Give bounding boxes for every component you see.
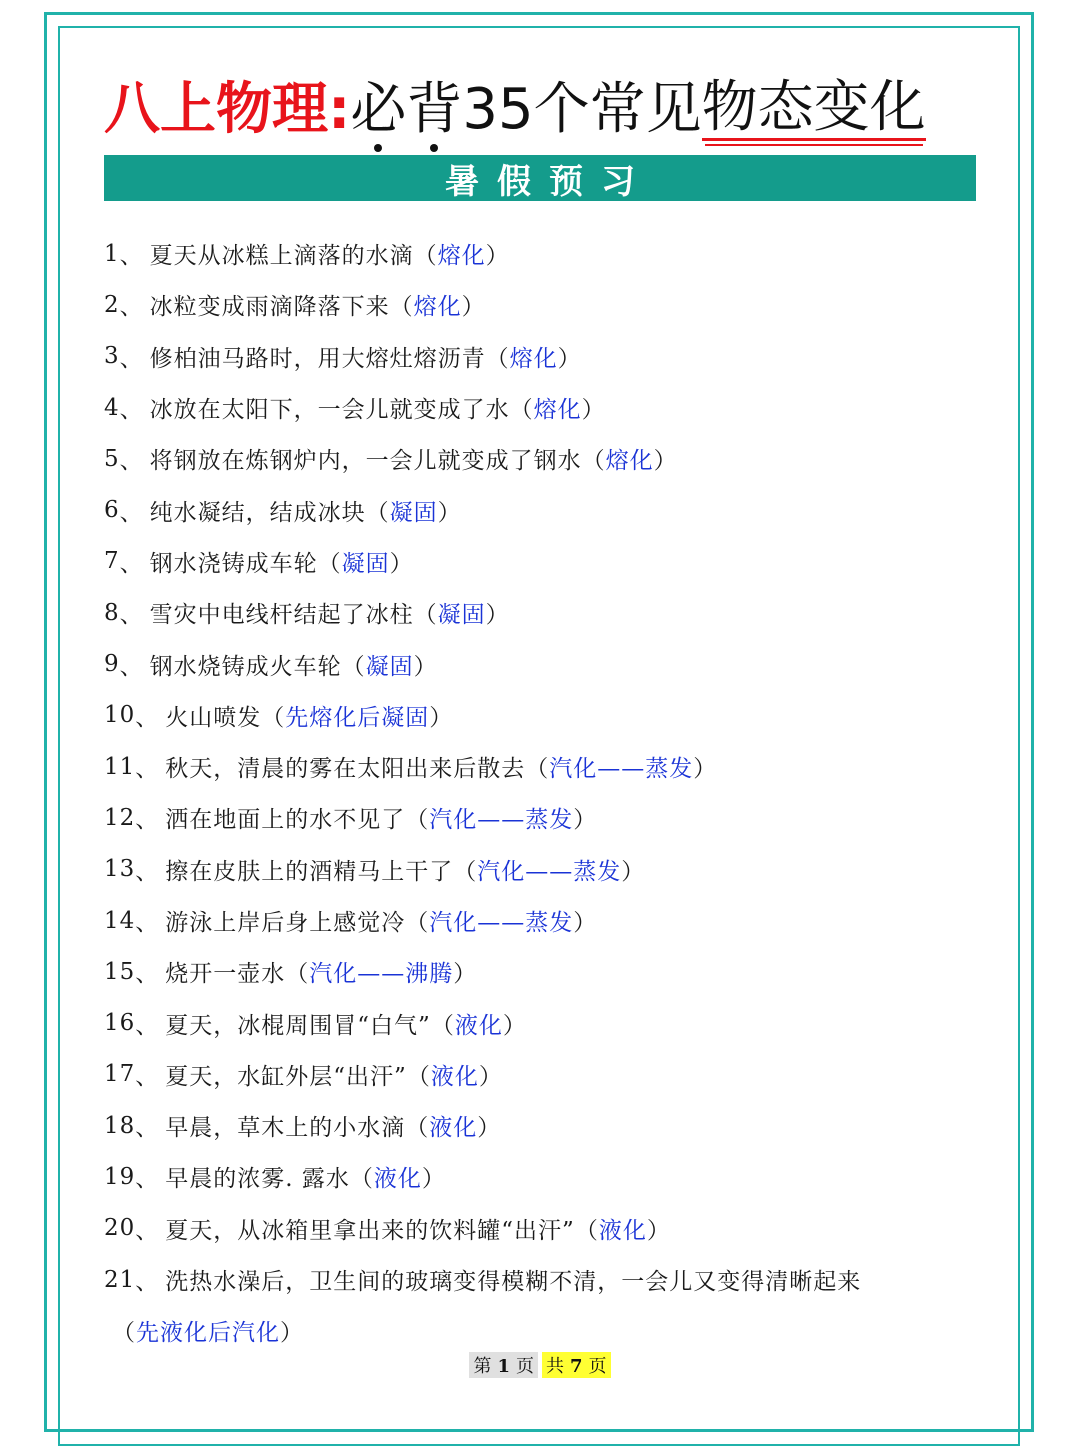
item-phenomenon: 游泳上岸后身上感觉冷: [165, 910, 406, 936]
item-answer: 凝固: [437, 602, 486, 629]
paren-close: ）: [478, 1063, 503, 1090]
item-answer: 熔化: [437, 243, 486, 270]
footer-page-number: [469, 1352, 538, 1378]
page-title: [104, 70, 1004, 150]
paren-open: （: [261, 704, 286, 731]
item-answer: 凝固: [341, 550, 390, 577]
item-number: 7: [104, 548, 120, 575]
paren-close: ）: [573, 807, 598, 834]
footer-total-num: 7: [570, 1356, 583, 1377]
phase-change-list: [104, 228, 984, 1357]
item-phenomenon: 冰放在太阳下，一会儿就变成了水: [149, 397, 510, 424]
footer-total-pages: [542, 1352, 611, 1378]
list-item: [104, 946, 984, 997]
item-separator: 、: [119, 602, 144, 629]
item-phenomenon: 雪灾中电线杆结起了冰柱: [149, 602, 414, 629]
title-subject: 八上物理:: [104, 77, 351, 142]
list-item: [104, 382, 984, 433]
paren-open: （: [405, 1115, 430, 1142]
paren-close: ）: [557, 345, 582, 372]
item-separator: 、: [119, 294, 144, 321]
paren-close: ）: [429, 704, 454, 731]
item-answer: 汽化——蒸发: [549, 756, 694, 783]
paren-close: ）: [502, 1012, 527, 1039]
paren-open: （: [341, 653, 366, 680]
item-answer: 汽化——沸腾: [309, 961, 454, 988]
paren-open: （: [317, 550, 342, 577]
item-number: 13: [104, 856, 136, 883]
footer-page-suffix: 页: [516, 1356, 534, 1377]
title-dotted-char-bi: 必: [350, 77, 407, 142]
item-separator: 、: [135, 1063, 160, 1090]
footer-page-prefix: 第: [473, 1356, 492, 1377]
paren-close: ）: [646, 1217, 671, 1244]
item-answer: 凝固: [365, 653, 414, 680]
paren-close: ）: [437, 499, 462, 526]
paren-close: ）: [573, 910, 598, 936]
item-phenomenon: 将钢放在炼钢炉内，一会儿就变成了钢水: [149, 448, 582, 475]
paren-close: ）: [485, 243, 510, 270]
paren-open: （: [406, 1063, 431, 1090]
item-phenomenon: 夏天，水缸外层“出汗”: [165, 1063, 407, 1090]
item-separator: 、: [135, 756, 160, 783]
item-number: 11: [104, 753, 136, 780]
item-number: 19: [104, 1163, 136, 1190]
paren-open: （: [581, 448, 606, 475]
list-item: [104, 1049, 984, 1100]
paren-close: ）: [621, 858, 646, 885]
paren-open: （: [349, 1166, 374, 1193]
item-phenomenon: 夏天从冰糕上滴落的水滴: [149, 243, 414, 270]
item-phenomenon: 早晨的浓雾. 露水: [165, 1166, 350, 1193]
item-number: 1: [104, 240, 120, 267]
item-separator: 、: [135, 961, 160, 988]
item-separator: 、: [135, 858, 160, 885]
list-item: [104, 741, 984, 792]
item-number: 15: [104, 958, 136, 985]
list-item: [104, 331, 984, 382]
item-number: 3: [104, 343, 120, 370]
paren-close: ）: [485, 602, 510, 629]
item-separator: 、: [119, 448, 144, 475]
list-item: [104, 228, 984, 279]
list-item: [104, 433, 984, 484]
list-item: [104, 1100, 984, 1151]
item-number: 12: [104, 804, 136, 831]
list-item: [104, 895, 984, 946]
item-phenomenon: 钢水浇铸成车轮: [149, 550, 318, 577]
paren-close: ）: [389, 550, 414, 577]
item-phenomenon: 早晨，草木上的小水滴: [165, 1115, 406, 1142]
paren-open: （: [365, 499, 390, 526]
paren-open: （: [509, 397, 534, 424]
paren-open: （: [525, 756, 550, 783]
paren-close: ）: [453, 961, 478, 988]
item-separator: 、: [135, 807, 160, 834]
paren-open: （: [430, 1012, 455, 1039]
paren-close: ）: [653, 448, 678, 475]
item-separator: 、: [119, 499, 144, 526]
item-answer: 先液化后汽化: [136, 1320, 280, 1347]
title-count: 35个常见: [462, 77, 702, 142]
footer-total-suffix: 页: [588, 1356, 607, 1377]
footer-total-prefix: 共: [546, 1356, 564, 1377]
item-separator: 、: [119, 550, 144, 577]
item-separator: 、: [119, 243, 144, 270]
footer-current-page: 1: [497, 1356, 510, 1377]
list-item: [104, 536, 984, 587]
item-phenomenon: 钢水烧铸成火车轮: [149, 653, 342, 680]
item-number: 10: [104, 702, 136, 729]
paren-close: ）: [693, 756, 718, 783]
list-item: [104, 844, 984, 895]
paren-close: ）: [461, 294, 486, 321]
paren-open: （: [413, 243, 438, 270]
list-item: [104, 690, 984, 741]
item-phenomenon: 擦在皮肤上的酒精马上干了: [165, 858, 454, 885]
item-answer: 汽化——蒸发: [429, 807, 574, 834]
paren-open: （: [413, 602, 438, 629]
list-item: [104, 1254, 984, 1305]
item-answer: 液化: [429, 1115, 478, 1142]
item-separator: 、: [135, 1217, 160, 1244]
list-item: [104, 638, 984, 689]
item-separator: 、: [135, 1115, 160, 1142]
list-item: [104, 484, 984, 535]
item-answer: 液化: [454, 1012, 503, 1039]
item-answer: 液化: [430, 1063, 479, 1090]
paren-close: ）: [421, 1166, 446, 1193]
item-phenomenon: 洒在地面上的水不见了: [165, 807, 406, 834]
item-phenomenon: 修柏油马路时，用大熔灶熔沥青: [149, 345, 486, 372]
item-separator: 、: [119, 397, 144, 424]
paren-open: （: [574, 1217, 599, 1244]
item-phenomenon: 冰粒变成雨滴降落下来: [149, 294, 390, 321]
paren-close: ）: [413, 653, 438, 680]
banner-text: 暑假预习: [445, 161, 653, 202]
item-answer: 汽化——蒸发: [429, 910, 574, 936]
item-number: 21: [104, 1266, 136, 1293]
list-item: [104, 279, 984, 330]
item-phenomenon: 纯水凝结，结成冰块: [149, 499, 366, 526]
item-answer: 熔化: [413, 294, 462, 321]
item-number: 14: [104, 907, 136, 934]
item-number: 17: [104, 1061, 136, 1088]
item-number: 18: [104, 1112, 136, 1139]
section-banner: [104, 155, 976, 201]
item-number: 5: [104, 445, 120, 472]
item-separator: 、: [119, 653, 144, 680]
item-separator: 、: [119, 345, 144, 372]
paren-close: ）: [581, 397, 606, 424]
list-item: [104, 587, 984, 638]
item-phenomenon: 火山喷发: [165, 704, 262, 731]
paren-open: （: [405, 807, 430, 834]
list-item: [104, 792, 984, 843]
item-answer: 汽化——蒸发: [477, 858, 622, 885]
item-phenomenon: 夏天，冰棍周围冒“白气”: [165, 1012, 431, 1039]
item-answer: 液化: [373, 1166, 422, 1193]
item-number: 2: [104, 291, 120, 318]
paren-open: （: [485, 345, 510, 372]
item-answer: 液化: [598, 1217, 647, 1244]
paren-open: （: [405, 910, 430, 936]
item-answer: 熔化: [509, 345, 558, 372]
item-answer: 先熔化后凝固: [285, 704, 430, 731]
item-separator: 、: [135, 910, 160, 936]
item-phenomenon: 秋天，清晨的雾在太阳出来后散去: [165, 756, 526, 783]
item-phenomenon: 夏天，从冰箱里拿出来的饮料罐“出汗”: [165, 1217, 575, 1244]
list-item: [104, 1203, 984, 1254]
item-number: 8: [104, 599, 120, 626]
item-number: 6: [104, 497, 120, 524]
paren-close: ）: [280, 1320, 304, 1347]
list-item: [104, 997, 984, 1048]
item-number: 20: [104, 1215, 136, 1242]
paren-open: （: [285, 961, 310, 988]
item-separator: 、: [135, 704, 160, 731]
item-number: 9: [104, 651, 120, 678]
item-number: 4: [104, 394, 120, 421]
title-emphasis-char-1: [350, 77, 463, 142]
item-separator: 、: [135, 1269, 160, 1296]
list-item-continuation: [104, 1305, 984, 1356]
item-phenomenon: 洗热水澡后，卫生间的玻璃变得模糊不清，一会儿又变得清晰起来: [165, 1269, 862, 1296]
item-number: 16: [104, 1010, 136, 1037]
item-answer: 凝固: [389, 499, 438, 526]
paren-open: （: [112, 1320, 136, 1347]
title-dotted-char-bei: 背: [406, 77, 463, 142]
paren-close: ）: [477, 1115, 502, 1142]
item-answer: 熔化: [533, 397, 582, 424]
list-item: [104, 1151, 984, 1202]
item-separator: 、: [135, 1166, 160, 1193]
title-topic: 物态变化: [701, 74, 926, 140]
item-phenomenon: 烧开一壶水: [165, 961, 286, 988]
item-separator: 、: [135, 1012, 160, 1039]
page-footer: [0, 1352, 1080, 1378]
paren-open: （: [389, 294, 414, 321]
item-answer: 熔化: [605, 448, 654, 475]
paren-open: （: [453, 858, 478, 885]
